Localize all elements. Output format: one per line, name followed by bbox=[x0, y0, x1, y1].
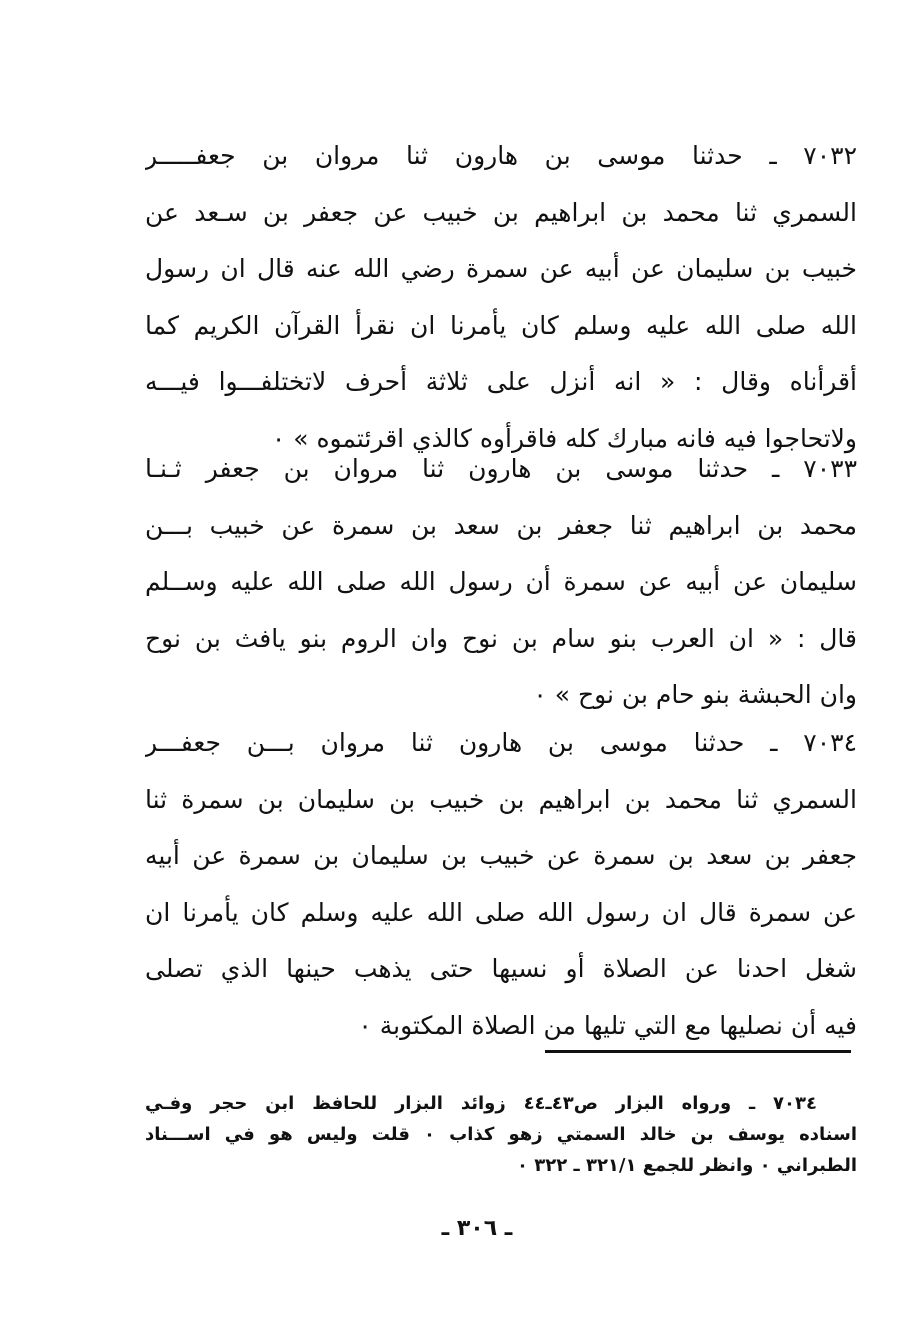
footnote-line-2: اسناده يوسف بن خالد السمتي زهو كذاب ٠ قلت وليس هو في اســـناد bbox=[145, 1124, 857, 1145]
page-number: ـ ٣٠٦ ـ bbox=[441, 1216, 513, 1241]
hadith-7032-line-2: السمري ثنا محمد بن ابراهيم بن خبيب عن جعفر بن سـعد عن bbox=[145, 197, 857, 227]
footnote-divider bbox=[545, 1050, 851, 1053]
hadith-7032-line-5: أقرأناه وقال : « انه أنزل على ثلاثة أحرف لاتختلفـــوا فيـــه bbox=[145, 367, 857, 396]
hadith-7034-line-3: جعفر بن سعد بن سمرة عن خبيب بن سليمان بن سمرة عن أبيه bbox=[145, 841, 857, 870]
hadith-7033-line-1: ٧٠٣٣ ـ حدثنا موسى بن هارون ثنا مروان بن جعفر ثـنـا bbox=[145, 454, 857, 483]
hadith-7034-line-6: فيه أن نصليها مع التي تليها من الصلاة المكتوبة ٠ bbox=[358, 1010, 857, 1040]
hadith-7033-line-4: قال : « ان العرب بنو سام بن نوح وان الروم بنو يافث بن نوح bbox=[145, 623, 857, 653]
footnote-line-1: ٧٠٣٤ ـ ورواه البزار ص٤٣ـ٤٤ زوائد البزار للحافظ ابن حجر وفـي bbox=[145, 1093, 817, 1114]
hadith-7033 bbox=[145, 441, 857, 724]
hadith-7032 bbox=[145, 128, 857, 467]
hadith-7034-line-4: عن سمرة قال ان رسول الله صلى الله عليه وسلم كان يأمرنا ان bbox=[145, 897, 857, 927]
hadith-7033-line-5: وان الحبشة بنو حام بن نوح » ٠ bbox=[533, 680, 857, 709]
hadith-7032-line-6: ولاتحاجوا فيه فانه مبارك كله فاقرأوه كالذي اقرئتموه » ٠ bbox=[271, 423, 857, 453]
hadith-7034-line-1: ٧٠٣٤ ـ حدثنا موسى بن هارون ثنا مروان بـــن جعفـــر bbox=[145, 728, 857, 757]
hadith-7032-line-1: ٧٠٣٢ ـ حدثنا موسى بن هارون ثنا مروان بن جعفـــــر bbox=[145, 141, 857, 170]
hadith-7032-line-4: الله صلى الله عليه وسلم كان يأمرنا ان نقرأ القرآن الكريم كما bbox=[145, 310, 857, 340]
hadith-7034 bbox=[145, 715, 857, 1054]
hadith-7032-line-3: خبيب بن سليمان عن أبيه عن سمرة رضي الله عنه قال ان رسول bbox=[145, 254, 857, 283]
footnote bbox=[145, 1088, 857, 1181]
footnote-line-3: الطبراني ٠ وانظر للجمع ٣٢١/١ ـ ٣٢٢ ٠ bbox=[517, 1155, 857, 1176]
hadith-7034-line-2: السمري ثنا محمد بن ابراهيم بن خبيب بن سليمان بن سمرة ثنا bbox=[145, 784, 857, 814]
hadith-7033-line-3: سليمان عن أبيه عن سمرة أن رسول الله صلى الله عليه وســلم bbox=[145, 567, 857, 596]
hadith-7034-line-5: شغل احدنا عن الصلاة أو نسيها حتى يذهب حينها الذي تصلى bbox=[145, 954, 857, 983]
hadith-7033-line-2: محمد بن ابراهيم ثنا جعفر بن سعد بن سمرة عن خبيب بـــن bbox=[145, 510, 857, 540]
